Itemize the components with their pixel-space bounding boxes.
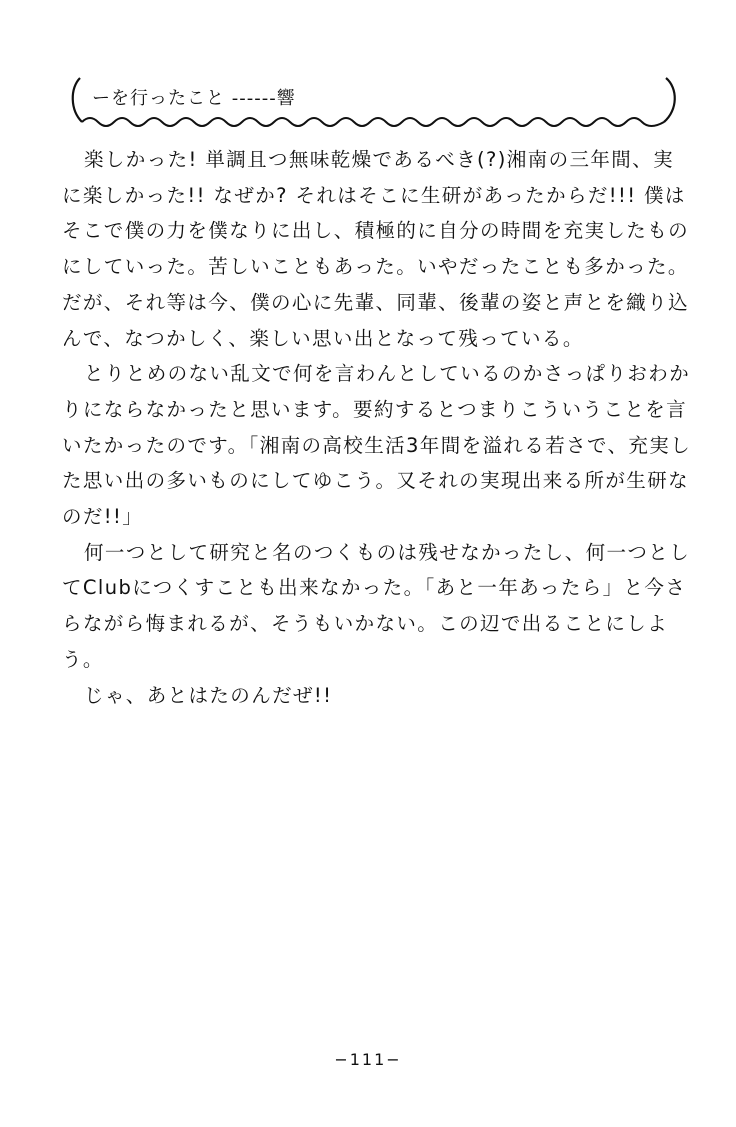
section-header-frame (66, 70, 686, 140)
paragraph-2: とりとめのない乱文で何を言わんとしているのかさっぱりおわかりにならなかったと思います。要約するとつまりこういうことを言いたかったのです。「湘南の高校生活3年間を溢れる若さで、充実した思い出の多いものにしてゆこう。又それの実現出来る所が生研なのだ!!」 (62, 362, 692, 529)
paragraph-3: 何一つとして研究と名のつくものは残せなかったし、何一つとしてClubにつくすことも出来なかった。「あと一年あったら」と今さらながら悔まれるが、そうもいかない。この辺で出ることにしよう。 (62, 540, 691, 671)
page-number: −111− (334, 1050, 402, 1069)
section-title: ーを行ったこと ------響 (92, 88, 296, 109)
body-text (62, 142, 694, 713)
paragraph-1: 楽しかった! 単調且つ無味乾燥であるべき(?)湘南の三年間、実に楽しかった!! なぜか? それはそこに生研があったからだ!!! 僕はそこで僕の力を僕なりに出し、積極的に自分の時間を充実したものにしていった。苦しいこともあった。いやだったことも多かった。だが、それ等は今、僕の心に先輩、同輩、後輩の姿と声とを織り込んで、なつかしく、楽しい思い出となって残っている。 (62, 148, 690, 350)
paragraph-4: じゃ、あとはたのんだぜ!! (84, 683, 333, 707)
